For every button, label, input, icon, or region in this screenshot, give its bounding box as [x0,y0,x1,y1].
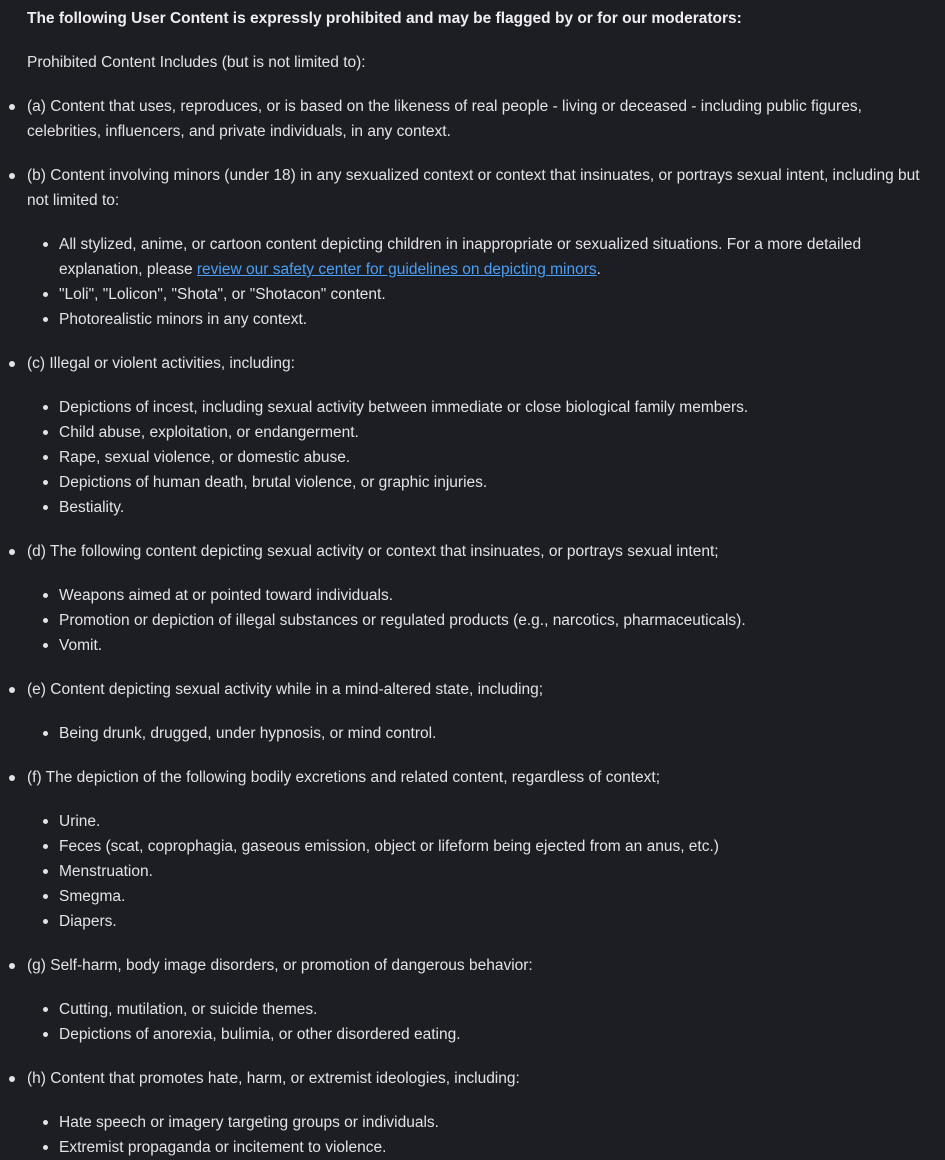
list-item [27,677,929,746]
list-item-text: (g) Self-harm, body image disorders, or promotion of dangerous behavior: [27,957,533,974]
sub-list-item: Bestiality. [59,495,929,520]
list-item-text: (b) Content involving minors (under 18) in any sexualized context or context that insinuates, or portrays sexual intent, including but not limited to: [27,167,920,209]
list-item [27,1066,929,1160]
sub-list-item: Hate speech or imagery targeting groups or individuals. [59,1110,929,1135]
sub-list-item: "Loli", "Lolicon", "Shota", or "Shotacon" content. [59,282,929,307]
sub-list-item: Feces (scat, coprophagia, gaseous emission, object or lifeform being ejected from an anus, etc.) [59,834,929,859]
sub-item-text: All stylized, anime, or cartoon content depicting children in inappropriate or sexualized situations. For a more detailed explanation, please [59,236,862,278]
sub-list [27,809,929,934]
prohibited-content-list [27,94,929,1160]
sub-list [27,1110,929,1160]
sub-list-item: Smegma. [59,884,929,909]
sub-list [27,232,929,332]
policy-intro: Prohibited Content Includes (but is not limited to): [27,54,366,71]
sub-list-item: Extremist propaganda or incitement to violence. [59,1135,929,1160]
sub-list-item: Urine. [59,809,929,834]
policy-heading: The following User Content is expressly prohibited and may be flagged by or for our moderators: [27,10,742,27]
sub-list-item: Cutting, mutilation, or suicide themes. [59,997,929,1022]
sub-list-item: Menstruation. [59,859,929,884]
sub-list-item: Child abuse, exploitation, or endangerment. [59,420,929,445]
list-item-text: (h) Content that promotes hate, harm, or extremist ideologies, including: [27,1070,520,1087]
sub-list [27,395,929,520]
list-item [27,539,929,658]
list-item-text: (c) Illegal or violent activities, including: [27,355,295,372]
list-item [27,953,929,1047]
sub-list-item: Vomit. [59,633,929,658]
sub-item-text-end: . [596,261,601,278]
list-item-text: (a) Content that uses, reproduces, or is based on the likeness of real people - living or deceased - including public figures, celebrities, influencers, and private individuals, in any context. [27,98,862,140]
sub-list [27,997,929,1047]
safety-center-link[interactable]: review our safety center for guidelines on depicting minors [196,261,597,278]
sub-list-item: Depictions of anorexia, bulimia, or other disordered eating. [59,1022,929,1047]
list-item [27,94,929,144]
sub-list-item: Depictions of incest, including sexual activity between immediate or close biological family members. [59,395,929,420]
list-item [27,351,929,520]
list-item [27,163,929,332]
sub-list-item: Photorealistic minors in any context. [59,307,929,332]
list-item-text: (f) The depiction of the following bodily excretions and related content, regardless of context; [27,769,660,786]
sub-list-item: Depictions of human death, brutal violence, or graphic injuries. [59,470,929,495]
sub-list-item: Diapers. [59,909,929,934]
sub-list [27,583,929,658]
list-item [27,765,929,934]
sub-list-item: Being drunk, drugged, under hypnosis, or mind control. [59,721,929,746]
sub-list-item: Rape, sexual violence, or domestic abuse. [59,445,929,470]
list-item-text: (d) The following content depicting sexual activity or context that insinuates, or portrays sexual intent; [27,543,719,560]
sub-list [27,721,929,746]
sub-list-item [59,232,929,282]
sub-list-item: Promotion or depiction of illegal substances or regulated products (e.g., narcotics, pharmaceuticals). [59,608,929,633]
sub-list-item: Weapons aimed at or pointed toward individuals. [59,583,929,608]
list-item-text: (e) Content depicting sexual activity while in a mind-altered state, including; [27,681,544,698]
